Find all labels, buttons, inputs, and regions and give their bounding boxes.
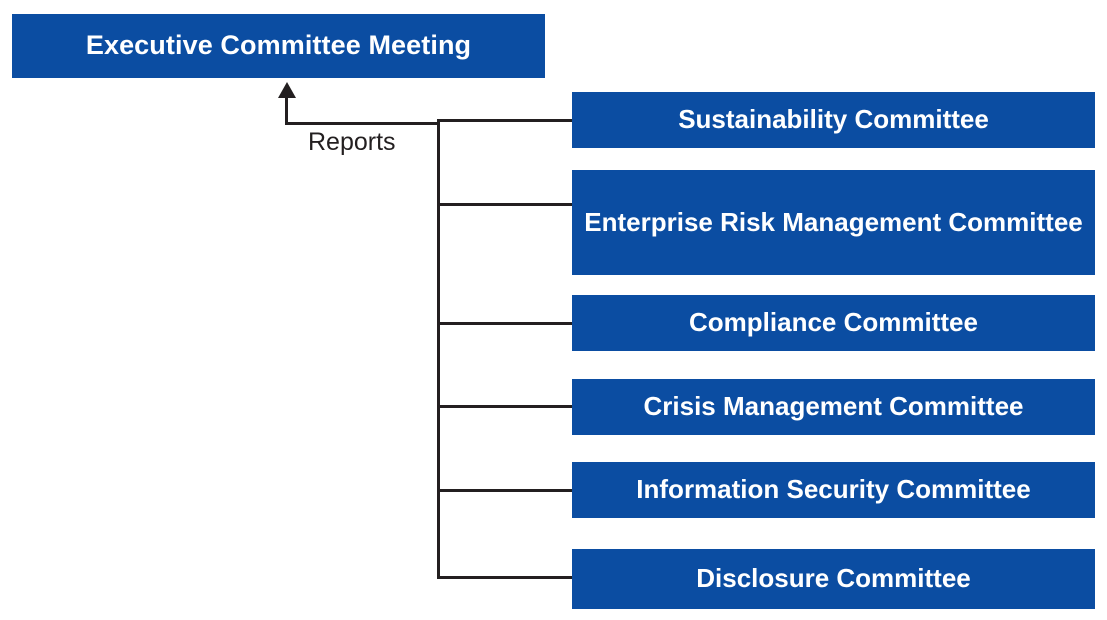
node-crisis-management-committee[interactable]: Crisis Management Committee bbox=[572, 379, 1095, 435]
node-executive-committee-meeting[interactable]: Executive Committee Meeting bbox=[12, 14, 545, 78]
connector-branch-3 bbox=[437, 322, 573, 325]
node-information-security-committee[interactable]: Information Security Committee bbox=[572, 462, 1095, 518]
node-enterprise-risk-management-committee[interactable]: Enterprise Risk Management Committee bbox=[572, 170, 1095, 275]
node-disclosure-committee[interactable]: Disclosure Committee bbox=[572, 549, 1095, 609]
node-compliance-committee[interactable]: Compliance Committee bbox=[572, 295, 1095, 351]
connector-arrow-stem bbox=[285, 95, 288, 125]
connector-branch-6 bbox=[437, 576, 573, 579]
arrow-head-icon bbox=[278, 82, 296, 98]
connector-branch-1 bbox=[437, 119, 573, 122]
connector-branch-4 bbox=[437, 405, 573, 408]
connector-reports-horizontal bbox=[285, 122, 440, 125]
connector-branch-2 bbox=[437, 203, 573, 206]
edge-label-reports: Reports bbox=[308, 128, 396, 156]
node-sustainability-committee[interactable]: Sustainability Committee bbox=[572, 92, 1095, 148]
connector-trunk bbox=[437, 122, 440, 578]
connector-branch-5 bbox=[437, 489, 573, 492]
